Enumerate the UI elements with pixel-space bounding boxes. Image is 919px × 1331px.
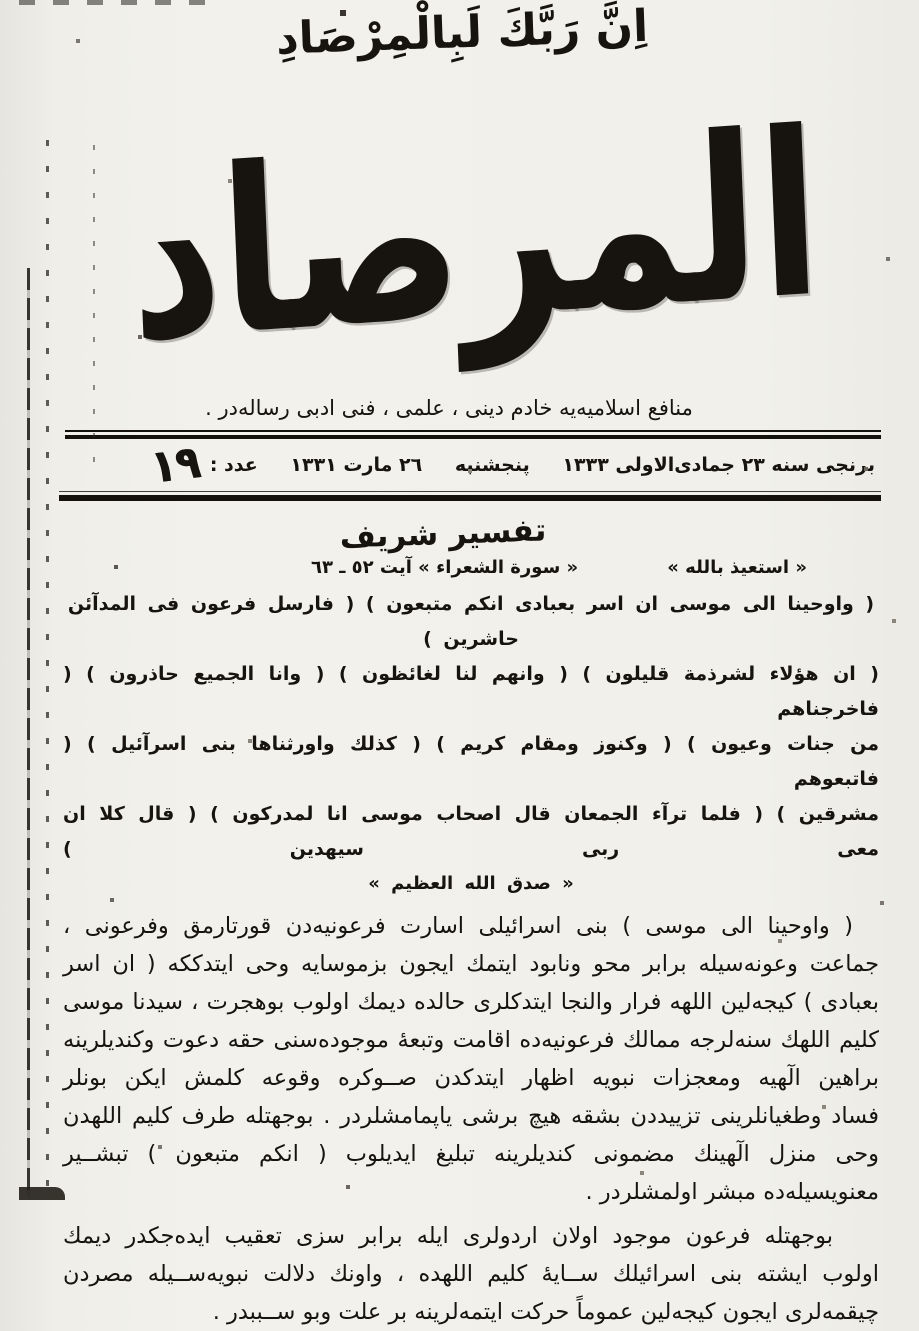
issue-label: عدد : bbox=[209, 454, 258, 476]
body-line: معنويسيله‌ده مبشر اولمشلردر . bbox=[585, 1179, 879, 1205]
body-line: بعبادى ) كيجه‌لين اللهه فرار والنجا ايتدكلرى حالده ديمك اولوب بوهجرت ، سيدنا موسى bbox=[63, 989, 879, 1015]
verse-line: مشرقين ) ( فلما ترآء الجمعان قال اصحاب موسى انا لمدركون ) ( قال كلا ان معى ربى سيهدين ) bbox=[63, 803, 879, 860]
body-line: براهين الٓهيه ومعجزات نبويه اظهار ايتدكدن صــوكره وقوعه كلمش ايكن بونلر bbox=[63, 1065, 879, 1091]
article-body bbox=[19, 512, 919, 1331]
masthead-subtitle: منافع اسلاميه‌يه خادم دينى ، علمى ، فنى ادبى رساله‌در . bbox=[205, 396, 693, 420]
verse-reference-line bbox=[63, 553, 879, 587]
istiadha-text: « استعيذ بالله » bbox=[667, 557, 807, 578]
article-heading: تفسير شريف bbox=[339, 512, 547, 556]
quran-verse-block bbox=[63, 587, 879, 901]
verse-line: من جنات وعيون ) ( وكنوز ومقام كريم ) ( كذلك واورثناها بنى اسرآئيل ) ( فاتبعوهم bbox=[63, 733, 879, 790]
paragraph bbox=[63, 907, 879, 1211]
issue-number: ١٩ bbox=[147, 435, 203, 495]
dateline-hijri-date: برنجى سنه ٢٣ جمادى‌الاولى ١٣٣٣ bbox=[562, 454, 875, 476]
scan-smudge-corner bbox=[19, 1187, 65, 1200]
masthead bbox=[19, 0, 919, 430]
verse-line: ( واوحينا الى موسى ان اسر بعبادى انكم متبعون ) ( فارسل فرعون فى المدآئن حاشرين ) bbox=[67, 593, 875, 650]
dateline-rumi-date: ٢٦ مارت ١٣٣١ bbox=[290, 454, 423, 476]
dateline-weekday: پنجشنبه bbox=[454, 454, 530, 476]
divider-rule-bottom bbox=[59, 491, 881, 501]
masthead-motto: اِنَّ رَبَّكَ لَبِالْمِرْصَادِ bbox=[275, 0, 649, 65]
body-line: بوجهتله فرعون موجود اولان اردولرى ايله برابر سزى تعقيب ايده‌جكدر ديمك bbox=[63, 1223, 833, 1249]
body-line: وحى منزل الٓهينك مضمونى كنديلرينه تبليغ ايديلوب ( انكم متبعون ) تبشــير bbox=[63, 1141, 879, 1167]
body-line: اولوب ايشته بنى اسرائيلك ســايهٔ كليم اللهده ، واونك دلالت نبويه‌ســيله مصردن bbox=[63, 1261, 879, 1287]
scanned-page bbox=[19, 0, 919, 1325]
body-line: چيقمه‌لرى ايجون كيجه‌لين عموماً حركت ايتمه‌لرينه بر علت وبو ســببدر . bbox=[212, 1299, 879, 1325]
body-line: كليم اللهك سنه‌لرجه ممالك فرعونيه‌ده اقامت وتبعهٔ موجوده‌سنى حقه دعوت وكنديلرينه bbox=[63, 1027, 879, 1053]
verse-line: ( ان هؤلاء لشرذمة قليلون ) ( وانهم لنا لغائظون ) ( وانا الجميع حاذرون ) ( فاخرجناهم bbox=[63, 663, 879, 720]
sadaqallah-line: « صدق الله العظيم » bbox=[368, 873, 574, 894]
body-line: ( واوحينا الى موسى ) بنى اسرائيلى اسارت فرعونيه‌دن قورتارمق وفرعونى ، bbox=[63, 913, 853, 939]
surah-reference: « سورة الشعراء » آيت ٥٢ ـ ٦٣ bbox=[311, 557, 579, 578]
body-line: جماعت وعونه‌سيله برابر محو ونابود ايتمك ايجون بزموسايه وحى ايتدككه ( ان اسر bbox=[63, 951, 879, 977]
dateline bbox=[19, 435, 919, 495]
body-line: فساد وطغيانلرينى تزييددن بشقه هيچ برشى ياپمامشلردر . بوجهتله طرف كليم اللهدن bbox=[63, 1103, 879, 1129]
masthead-title: المرصاد bbox=[123, 81, 826, 393]
paragraph bbox=[63, 1217, 879, 1331]
